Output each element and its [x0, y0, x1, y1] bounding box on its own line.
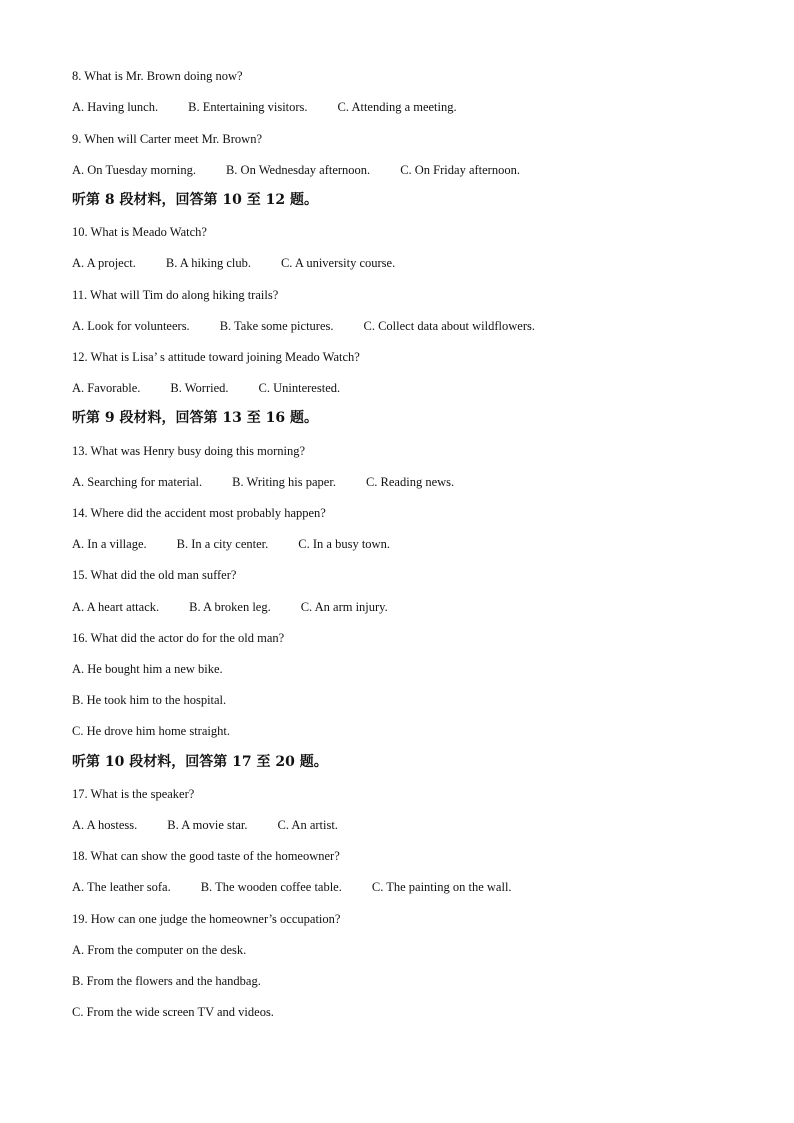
option-a: A. From the computer on the desk. [72, 943, 247, 957]
option-a: A. A project. [72, 256, 136, 270]
question-16: 16. What did the actor do for the old man? [72, 631, 285, 645]
option-b: B. The wooden coffee table. [200, 880, 342, 894]
option-b: B. In a city center. [176, 537, 269, 551]
option-a: A. A hostess. [72, 818, 138, 832]
question-14: 14. Where did the accident most probably happen? [72, 506, 326, 520]
option-b: B. A movie star. [167, 818, 248, 832]
option-a: A. He bought him a new bike. [72, 662, 223, 676]
options-11 [72, 318, 535, 334]
option-b: B. On Wednesday afternoon. [225, 163, 371, 177]
question-15: 15. What did the old man suffer? [72, 568, 237, 582]
question-18: 18. What can show the good taste of the homeowner? [72, 849, 340, 863]
question-17: 17. What is the speaker? [72, 787, 195, 801]
section-heading-9: 听第 9 段材料，回答第 13 至 16 题。 [72, 410, 318, 426]
option-b: B. From the flowers and the handbag. [72, 974, 261, 988]
option-c: C. In a busy town. [298, 537, 390, 551]
option-c: C. Collect data about wildflowers. [363, 319, 535, 333]
option-c: C. Uninterested. [258, 381, 341, 395]
options-15 [72, 599, 388, 615]
option-a: A. Searching for material. [72, 475, 203, 489]
option-b: B. Worried. [170, 381, 229, 395]
section-heading-8: 听第 8 段材料，回答第 10 至 12 题。 [72, 192, 318, 208]
options-8 [72, 99, 457, 115]
question-8: 8. What is Mr. Brown doing now? [72, 69, 243, 83]
option-c: C. The painting on the wall. [371, 880, 512, 894]
option-c: C. A university course. [280, 256, 396, 270]
options-12 [72, 380, 340, 396]
section-heading-10: 听第 10 段材料，回答第 17 至 20 题。 [72, 754, 328, 770]
question-12: 12. What is Lisa’ s attitude toward joining Meado Watch? [72, 350, 360, 364]
option-b: B. A hiking club. [165, 256, 251, 270]
option-c: C. Reading news. [365, 475, 455, 489]
option-b: B. Entertaining visitors. [188, 100, 308, 114]
question-11: 11. What will Tim do along hiking trails? [72, 288, 279, 302]
option-b: B. Writing his paper. [232, 475, 336, 489]
question-9: 9. When will Carter meet Mr. Brown? [72, 132, 263, 146]
option-a: A. Look for volunteers. [72, 319, 190, 333]
option-a: A. The leather sofa. [72, 880, 171, 894]
option-c: C. Attending a meeting. [337, 100, 457, 114]
option-c: C. He drove him home straight. [72, 724, 230, 738]
options-14 [72, 536, 390, 552]
question-13: 13. What was Henry busy doing this morning? [72, 444, 306, 458]
options-9 [72, 162, 520, 178]
options-18 [72, 879, 512, 895]
question-10: 10. What is Meado Watch? [72, 225, 207, 239]
option-c: C. An artist. [277, 818, 338, 832]
option-a: A. In a village. [72, 537, 147, 551]
option-a: A. A heart attack. [72, 600, 160, 614]
option-a: A. Having lunch. [72, 100, 159, 114]
options-17 [72, 817, 338, 833]
option-b: B. A broken leg. [189, 600, 271, 614]
options-10 [72, 255, 395, 271]
question-19: 19. How can one judge the homeowner’s occupation? [72, 912, 341, 926]
option-b: B. He took him to the hospital. [72, 693, 227, 707]
option-a: A. Favorable. [72, 381, 141, 395]
option-a: A. On Tuesday morning. [72, 163, 196, 177]
option-c: C. An arm injury. [300, 600, 388, 614]
option-c: C. From the wide screen TV and videos. [72, 1005, 274, 1019]
option-c: C. On Friday afternoon. [400, 163, 520, 177]
option-b: B. Take some pictures. [219, 319, 334, 333]
options-13 [72, 474, 454, 490]
